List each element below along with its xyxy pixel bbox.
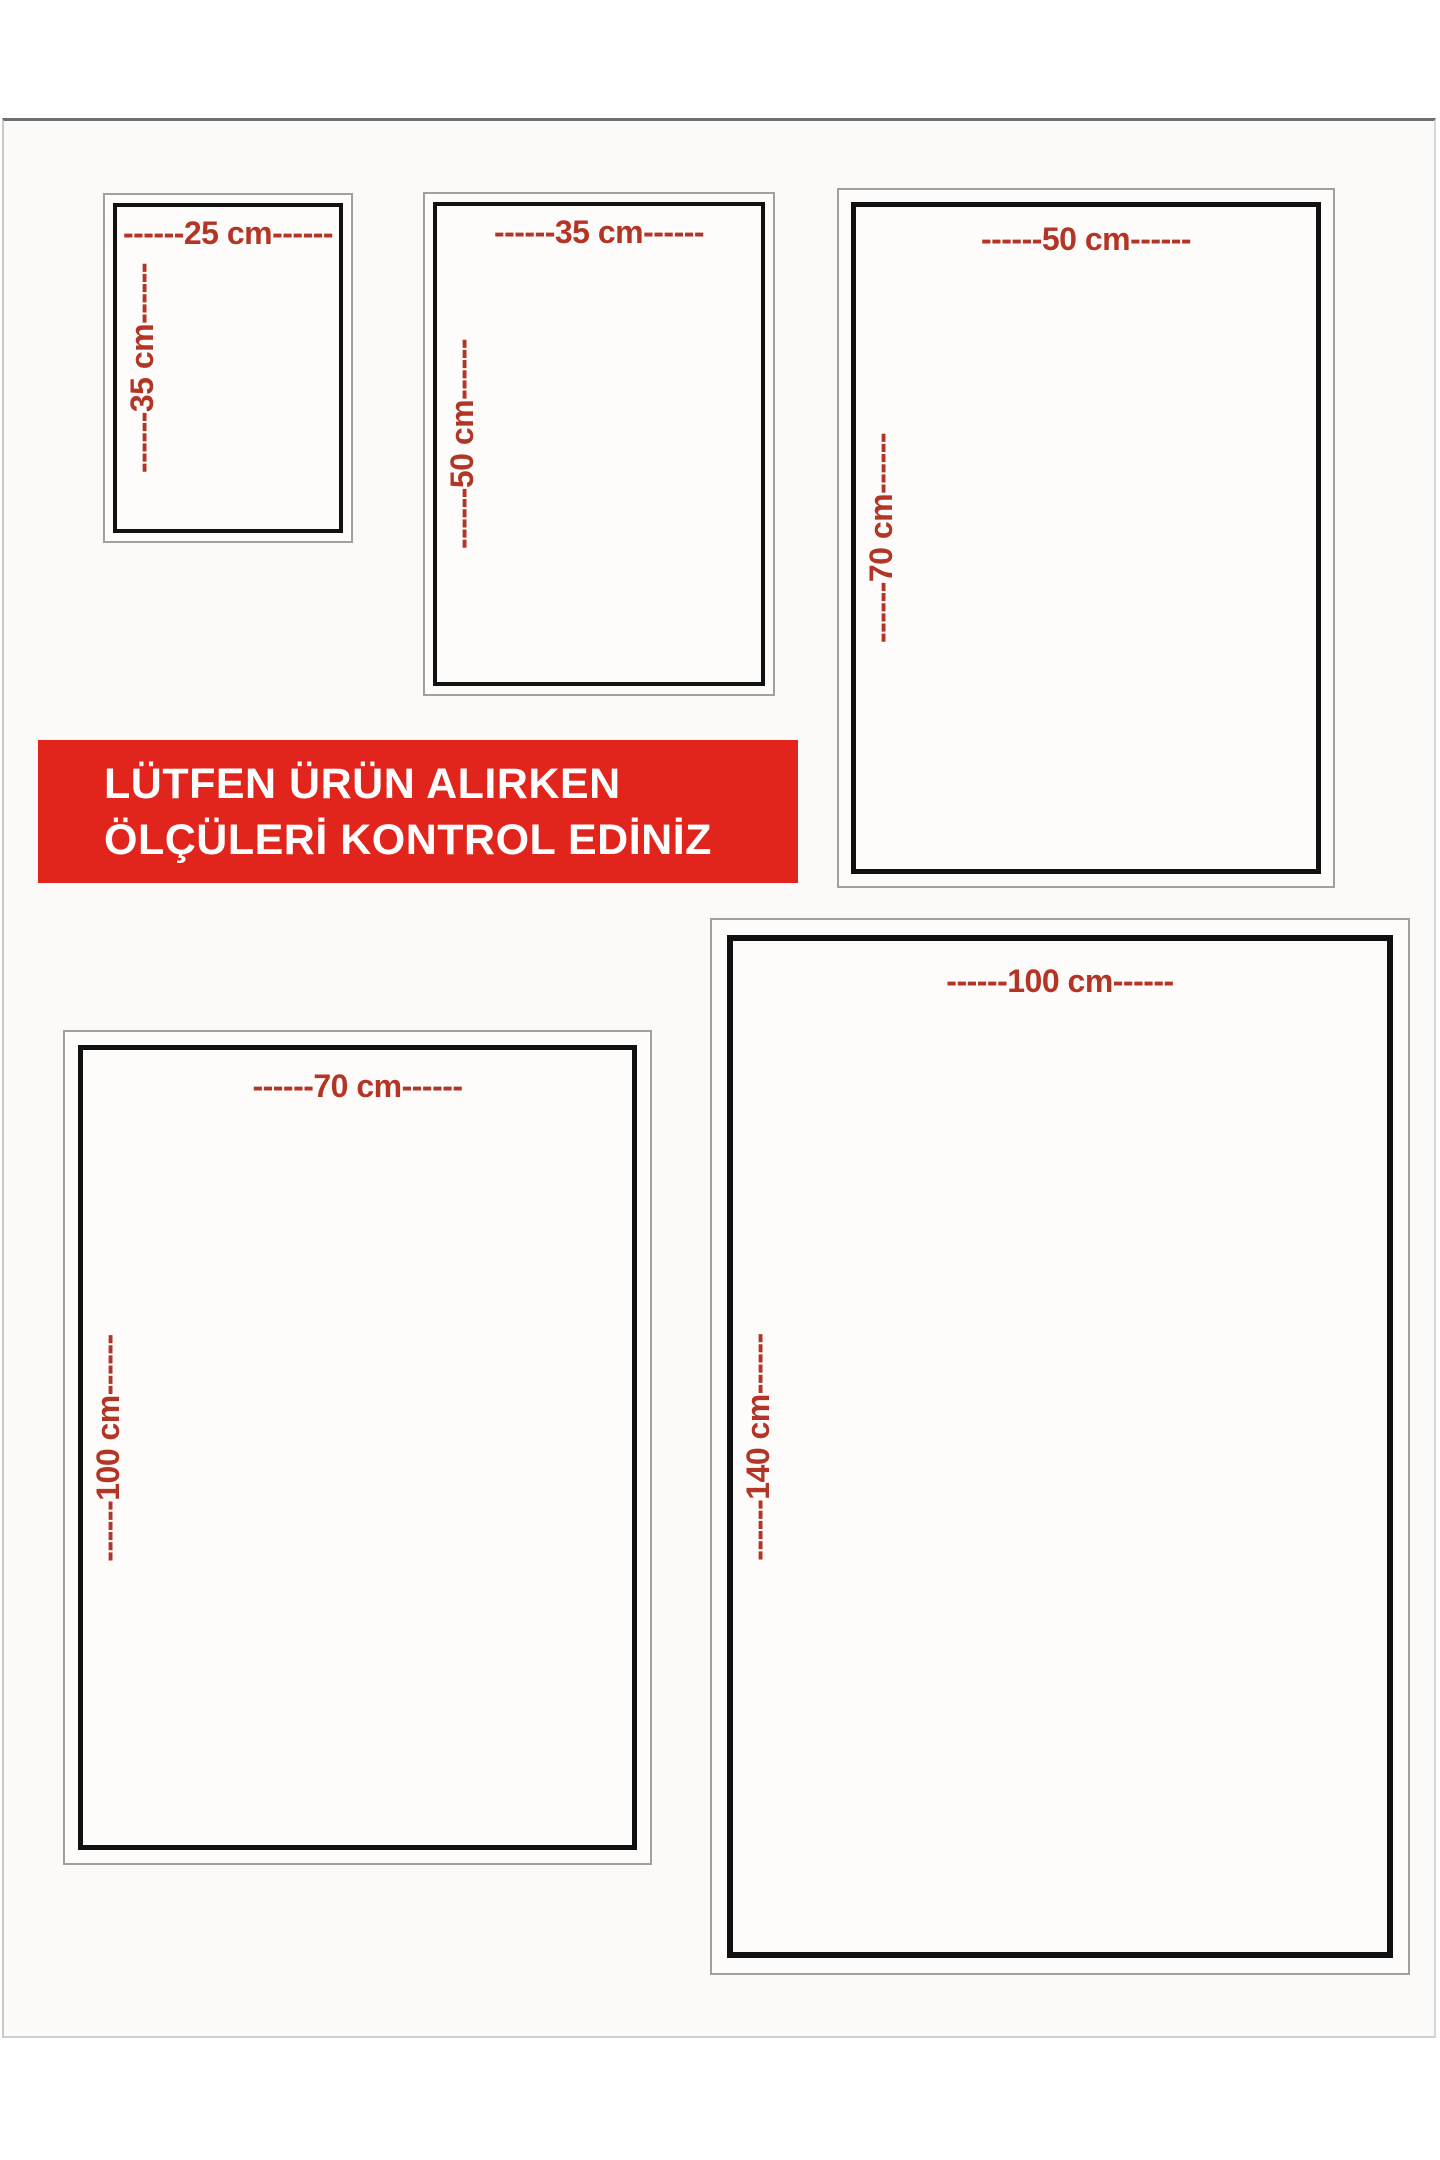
size-panel-100x140-inner-border bbox=[727, 935, 1393, 1958]
height-dimension-label: ------140 cm------ bbox=[740, 1332, 776, 1561]
height-dimension-label: ------100 cm------ bbox=[90, 1333, 126, 1562]
width-dimension-label: ------70 cm------ bbox=[252, 1068, 463, 1104]
size-panel-25x35-inner-border bbox=[113, 203, 343, 533]
size-panel-35x50 bbox=[423, 192, 775, 696]
notice-banner-line-1: LÜTFEN ÜRÜN ALIRKEN bbox=[104, 759, 621, 808]
height-dimension-label: ------35 cm------ bbox=[124, 262, 160, 474]
size-panel-50x70 bbox=[837, 188, 1335, 888]
notice-banner bbox=[38, 740, 798, 883]
height-dimension-label: ------70 cm------ bbox=[863, 432, 899, 644]
size-panel-25x35 bbox=[103, 193, 353, 543]
width-dimension-label: ------100 cm------ bbox=[946, 963, 1174, 999]
size-panel-70x100-inner-border bbox=[78, 1045, 637, 1850]
size-panel-35x50-inner-border bbox=[433, 202, 765, 686]
width-dimension-label: ------50 cm------ bbox=[980, 221, 1192, 257]
width-dimension-label: ------35 cm------ bbox=[493, 214, 705, 250]
size-panel-100x140 bbox=[710, 918, 1410, 1975]
size-panel-70x100 bbox=[63, 1030, 652, 1865]
width-dimension-label: ------25 cm------ bbox=[122, 215, 334, 251]
height-dimension-label: ------50 cm------ bbox=[444, 338, 480, 550]
size-panel-50x70-inner-border bbox=[851, 202, 1321, 874]
notice-banner-line-2: ÖLÇÜLERİ KONTROL EDİNİZ bbox=[104, 815, 712, 864]
